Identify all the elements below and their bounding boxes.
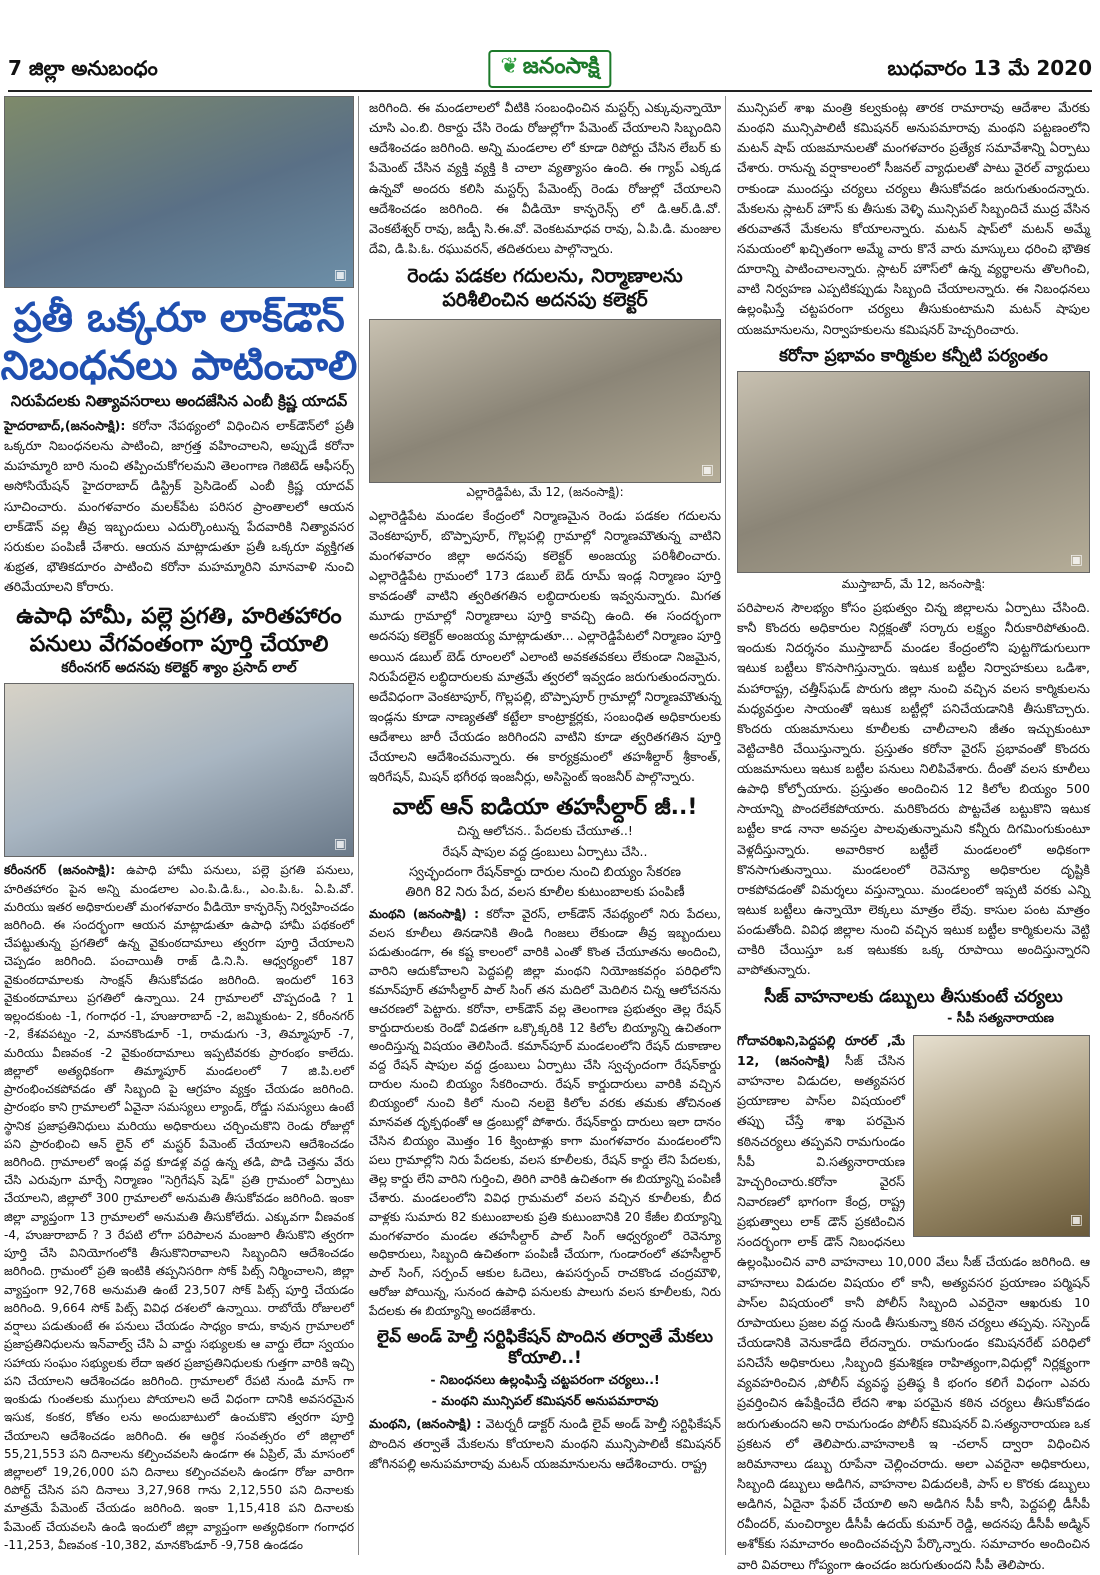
caption-brick-workers: ముస్తాబాద్, మే 12, జనంసాక్షి: (841, 576, 986, 591)
subhead-mutton-1: - నిబంధనలు ఉల్లంఘిస్తే చట్టపరంగా చర్యలు..! (430, 1371, 660, 1387)
masthead (8, 0, 1092, 92)
story-mutton-body (369, 1414, 721, 1474)
story-seized-text: సీజ్ చేసిన వాహనాల విడుదల, అత్యవసర ప్రయాణాల పాస్‌ల విషయంలో తప్పు చేస్తే శాఖ పరమైన కఠినచర్యలు తప్పవని రామగుండం సీపీ వి.సత్యనారాయణ హెచ్చరించారు.కరోనా వైరస్ నివారణలో భాగంగా కేంద్ర, రాష్ట్ర ప్రభుత్వాలు లాక్ డౌన్ ప్రకటించిన సందర్భంగా లాక్ డౌన్ నిబంధనలు ఉల్లంఘించిన వారి వాహనాలు 10,000 వేలు సీజ్ చేయడం జరిగింది. ఆ వాహనాలు విడుదల విషయం లో కానీ, అత్యవసర ప్రయాణం పర్మిషన్ పాస్‌ల విషయంలో కానీ పోలీస్ సిబ్బంది ఎవరైనా ఆఖరుకు 10 రూపాయలు ప్రజల వద్ద నుండి తీసుకున్నా కఠిన చర్యలు తప్పవు. సస్పెండ్ చేయడానికి వెనుకాడేది లేదన్నారు. రామగుండం కమిషనరేట్ పరిధిలో పనిచేసే అధికారులు ,సిబ్బంది క్రమశిక్షణ రాహిత్యంగా,విధుల్లో నిర్లక్ష్యంగా వ్యవహరించిన ,పోలీస్ వ్యవస్థ ప్రతిష్ఠ కి భంగం కలిగే విధంగా ఎవరు ప్రవర్తించిన ఉపేక్షించేది లేదని శాఖ పరమైన కఠిన చర్యలు తీసుకోవడం జరుగుతుందని అని రామగుండం పోలీస్ కమిషనర్ వి.సత్యనారాయణ ఒక ప్రకటన లో తెలిపారు.వాహనాలకి ఇ -చలాన్ ద్వారా విధించిన జరిమానాలు డబ్బు రూపేనా చెల్లించరాదు. అలా ఎవరైనా అధికారులు, సిబ్బంది డబ్బులు అడిగిన, వాహనాల విడుదలకి, పాస్ ల కొరకు డబ్బులు అడిగిన, ఏదైనా ఫేవర్ చేయాలి అని అడిగిన సీపీ కానీ, పెద్దపల్లి డీసీపీ రవీందర్, మంచిర్యాల డీసీపీ ఉదయ్ కుమార్ రెడ్డి, అదనపు డీసీపీ అడ్మిన్ అశోక్‌కు సమాచారం అందించవచ్చని పేర్కొన్నారు. సమాచారం అందించిన వారి వివరాలు గోప్యంగా ఉంచడం జరుగుతుందని సీపీ తెలిపారు. (737, 1053, 1090, 1572)
caption-double-bedroom: ఎల్లారెడ్డిపేట, మే 12, (జనంసాక్షి): (466, 484, 624, 499)
story-upadhi-text: ఉపాధి హామీ పనులు, పల్లె ప్రగతి పనులు, హరితహారం పైన అన్ని మండలాల ఎం.పి.డి.ఓ., ఎం.పి.ఓ. ఏ.పి.వో. మరియు ఇతర అధికారులతో మంగళవారం వీడియో కాన్ఫరెన్స్ నిర్వహించడం జరిగింది. ఈ సందర్భంగా ఆయన మాట్లాడుతూ ఉపాధి హామీ పథకంలో చేపట్టుతున్న ప్రగతిలో ఉన్న వైకుంఠదామాలు త్వరగా పూర్తి చేయాలని చెప్పడం జరిగింది. పంచాయితీ రాజ్ డి.ని.సి. ఆధ్వర్యంలో 187 వైకుంఠదామాలకు సాంక్షన్ తీసుకోవడం జరిగింది. ఇందులో 163 వైకుంఠదామాలు ప్రగతిలో ఉన్నాయి. 24 గ్రామాలలో చొప్పదండి ? 1 ఇల్లందకుంట -1, గంగాధర -1, హుజురాబాద్ -2, జమ్మికుంట- 2, కరీంనగర్ -2, కేశవపట్నం -2, మానకొండూర్ -1, రామడుగు -3, తిమ్మాపూర్ -7, మరియు వీణవంక -2 వైకుంఠదామాలు ఇప్పటివరకు ప్రారంభం కాలేదు. జిల్లాలో అత్యధికంగా తిమ్మాపూర్ మండలంలో 7 జి.పి.లలో ప్రారంభించకపోవడం తో సిబ్బంది పై ఆగ్రహం వ్యక్తం చేయడం జరిగింది. ప్రారంభం కాని గ్రామాలలో ఏవైనా సమస్యలు ల్యాండ్, రోడ్డు సమస్యలు ఉంటే స్థానిక ప్రజాప్రతినిధులు మరియు అధికారులు చర్చించుకొని రెండు రోజుల్లో పని ప్రారంభించి ఆన్ లైన్ లో మస్టర్ పేమెంట్ చేయాలని ఆదేశించడం జరిగింది. గ్రామాలలో ఇండ్ల వద్ద కూడళ్ల వద్ద ఉన్న తడి, పొడి చెత్తను వేరు చేసి ఎరువుగా మార్చే నిర్మాణం "సెగ్రిగేషన్ షెడ్" ప్రతి గ్రామంలో ఏర్పాటు చేయాలని, జిల్లాలో 300 గ్రామాలలో అనుమతి తీసుకోవడం జరిగింది. ఇంకా జిల్లా వ్యాప్తంగా 13 గ్రామాలలో అనుమతి తీసుకోలేదు. ఎక్కువగా వీణవంక -4, హుజురాబాద్ ? 3 రేపటి లోగా పరిపాలన మంజూరి తీసుకొని త్వరగా పూర్తి చేసి వినియోగంలోకి తీసుకొనిరావాలని సిబ్బందిని ఆదేశించడం జరిగింది. గ్రామంలో ప్రతి ఇంటికి తప్పనిసరిగా సోక్ పిట్స్ నిర్మించాలని, జిల్లా వ్యాప్తంగా 92,768 అనుమతి ఉంటే 23,507 సోక్ పిట్స్ పూర్తి చేయడం జరిగింది. 9,664 సోక్ పిట్స్ వివిధ దశలలో ఉన్నాయి. రాబోయే రోజులలో వర్షాలు పడుతుంటే ఈ పనులు చేయడం సాధ్యం కాదు, కావున గ్రామాలలో ప్రజాప్రతినిధులను ఇన్‌వాల్వ్ చేసి ఏ వార్డు సభ్యులకు ఆ వార్డు లేదా స్వయం సహాయ సంఘం సభ్యులకు లేదా ఇతర ప్రజాప్రతినిధులకు గుత్తగా వారికి ఇచ్చి పని చేయాలని ఆదేశించడం జరిగింది. గ్రామాలలో రేపటి నుండి మాస్ గా ఇంకుడు గుంతలకు ముగ్గులు పోయాలని అదే విధంగా దానికి అవసరమైన ఇసుక, కంకర, కోతం లను అందుబాటులో ఉంచుకొని త్వరగా పూర్తి చేయాలని ఆదేశించడం జరిగింది. ఈ ఆర్థిక సంవత్సరం లో జిల్లాలో 55,21,553 పని దినాలను కల్పించవలసి ఉండగా ఈ ఏప్రిల్, మే మాసంలో జిల్లాలలో 19,26,000 పని దినాలు కల్పించవలసి ఉండగా రోజు వారిగా రిపోర్ట్ చేసిన పని దినాలు 3,27,968 గాను 2,12,550 పని దినాలకు మాత్రమే పేమెంట్ చేయడం జరిగింది. ఇంకా 1,15,418 పని దినాలకు పేమెంట్ చేయవలసి ఉండి ఇందులో జిల్లా వ్యాప్తంగా అత్యధికంగా గంగాధర -11,253, వీణవంక -10,382, మానకొండూర్ -9,758 ఉండడం (4, 863, 354, 1552)
story-tahsildar-text: కరోనా వైరస్, లాక్‌డౌన్ నేపథ్యంలో నిరు పేదలు, వలస కూలీలు తినడానికి తిండి గింజలు లేకుండా తీవ్ర ఇబ్బందులు పడుతుండగా, ఈ కష్ట కాలంలో వారికి ఎంతో కొంత చేయూతను అందించి, వారిని ఆదుకోవాలని పెద్దపల్లి జిల్లా మంథని నియోజకవర్గం పరిధిలోని కమాన్‌పూర్ తహసీల్దార్ పాల్ సింగ్ తన మదిలో మెదిలిన చిన్న ఆలోచనను ఆచరణలో పెట్టారు. కరోనా, లాక్‌డౌన్ వల్ల తెలంగాణ ప్రభుత్వం తెల్ల రేషన్ కార్డుదారులకు రెండో విడతగా ఒక్కొక్కరికి 12 కిలోల బియ్యాన్ని ఉచితంగా అందిస్తున్న విషయం తెలిసిందే. కమాన్‌పూర్ మండలంలోని రేషన్ దుకాణాల వద్ద రేషన్ షాపుల వద్ద డ్రంబులు ఏర్పాటు చేసి స్వచ్ఛందంగా రేషన్‌కార్డు దారుల నుంచి బియ్యం సేకరించారు. రేషన్ కార్డుదారులు వారికి వచ్చిన బియ్యంలో నుంచి కిలో నుంచి నలబై కిలోల వరకు తమకు తోచినంత మానవత దృక్పథంతో ఆ డ్రంబుల్లో పోశారు. రేషన్‌కార్డు దారులు ఇలా దానం చేసిన బియ్యం మొత్తం 16 క్వింటాళ్లు కాగా మంగళవారం మండలంలోని పలు గ్రామాల్లోని నిరు పేదలకు, వలస కూలీలకు, రేషన్ కార్డు లేని పేదలకు, తెల్ల కార్డు లేని వారిని గుర్తించి, తిరిగి వారికి ఉచితంగా ఈ బియ్యాన్ని పంపిణీ చేశారు. మండలంలోని వివిధ గ్రామమలో వలస వచ్చిన కూలీలకు, బీద వాళ్లకు సుమారు 82 కుటుంబాలకు ప్రతి కుటుంబానికి 20 కేజీల బియ్యాన్ని మంగళవారం మండల తహసీల్దార్ పాల్ సింగ్ ఆధ్వర్యంలో రెవెన్యూ అధికారులు, సిబ్బంది ఉచితంగా పంపిణీ చేయగా, గుండారంలో తహసీల్దార్ పాల్ సింగ్, సర్పంచ్ ఆకుల ఓదెలు, ఉపసర్పంచ్ రాచకొండ చంద్రమౌళి, ఆరోజు పోయిన్న, సునంద ఉపాధి పనులకు పాలుగు వలస కూలీలకు, నిరు పేదలకు ఈ బియ్యాన్ని అందజేశారు. (369, 907, 721, 1319)
headline-seized-vehicles: సీజ్ వాహనాలకు డబ్బులు తీసుకుంటే చర్యలు (764, 986, 1063, 1007)
story-seized-dateline: గోదావరిఖని,పెద్దపల్లి రూరల్ ,మే 12, (జనంసాక్షి) (737, 1032, 905, 1068)
headline-brick-workers: కరోనా ప్రభావం కార్మికుల కన్నీటి పర్యంతం (779, 345, 1048, 366)
newspaper-logo (488, 50, 611, 88)
story-upadhi-dateline: కరీంనగర్ (జనంసాక్షి): (4, 863, 116, 878)
story-tahsildar-dateline: మంథని (జనంసాక్షి) : (369, 907, 480, 922)
subhead-lockdown: నిరుపేదలకు నిత్యావసరాలు అందజేసిన ఎంబీ క్రిష్ణ యాదవ్ (10, 392, 348, 410)
story-double-bedroom-body: ఎల్లారెడ్డిపేట మండల కేంద్రంలో నిర్మాణమైన రెండు పడకల గదులను వెంకటాపూర్, బొప్పాపూర్, గొల్లపల్లి గ్రామాల్లో నిర్మాణమౌతున్న వాటిని మంగళవారం జిల్లా అదనపు కలెక్టర్ అంజయ్య పరిశీలించారు. ఎల్లారెడ్డిపేట గ్రామంలో 173 డబుల్ బెడ్ రూమ్ ఇండ్ల నిర్మాణం పూర్తి కావడంతో వాటిని త్వరితగతిన లబ్ధిదారులకు ఇవ్వనున్నారు. మిగత మూడు గ్రామాల్లో నిర్మాణాలు పూర్తి కావచ్చి ఉంది. ఈ సందర్భంగా అదనపు కలెక్టర్ అంజయ్య మాట్లాడుతూ... ఎల్లారెడ్డిపేటలో నిర్మాణం పూర్తి అయిన డబుల్ బెడ్ రూంలలో ఎలాంటి అవకతవకలు లేకుండా నిజమైన, నిరుపేదలైన లబ్ధిదారులకు మాత్రమే త్వరలో ఇవ్వడం జరుగుతుందన్నారు. అదేవిధంగా వెంకటాపూర్, గొల్లపల్లి, బొప్పాపూర్ గ్రామాల్లో నిర్మాణమౌతున్న ఇండ్లను కూడా నాణ్యతతో కట్టేలా కాంట్రాక్టర్లకు, సంబంధిత అధికారులకు ఆదేశాలు జారీ చేయడం జరిగిందని వాటిని కూడా త్వరితగతిన పూర్తి చేయాలని ఆదేశించమన్నారు. ఈ కార్యక్రమంలో తహశీల్దార్ శ్రీకాంత్, ఇరిగేషన్, మిషన్ భగీరథ ఇంజనీర్లు, అసిస్టెంట్ ఇంజనీర్ పాల్గొన్నారు. (369, 507, 721, 785)
column-1 (0, 96, 359, 1555)
story-lockdown-body (4, 416, 354, 597)
photo-icon: ▣ (700, 461, 714, 478)
page-number: 7 జిల్లా అనుబంధం (8, 56, 158, 80)
byline-cp: - సీపీ సత్యనారాయణ (947, 1009, 1054, 1025)
photo-icon: ▣ (333, 267, 347, 283)
story-brick-workers-body: పరిపాలన సౌలభ్యం కోసం ప్రభుత్వం చిన్న జిల్లాలను ఏర్పాటు చేసింది. కానీ కొందరు అధికారుల నిర్లక్షంతో సర్కారు లక్ష్యం నీరుకారిపోతుంది. ఇందుకు నిదర్శనం ముస్తాబాద్ మండల కేంద్రంలోని పుట్టగొడుగులుగా ఇటుక బట్టీలు కొనసాగిస్తున్నారు. ఇటుక బట్టీల నిర్వాహకులు ఒడిశా, మహారాష్ట్ర, చత్తీస్‌ఘడ్ పొరుగు జిల్లా నుంచి వచ్చిన వలస కార్మికులను మధ్యవర్తుల సాయంతో ఇటుక బట్టీల్లో పనిచేయడానికి తీసుకొచ్చారు. కొందరు యజమానులు కూలీలకు చాలీచాలని జీతం ఇచ్చుకుంటూ వెట్టిచాకిరి చేయిస్తున్నారు. ప్రస్తుతం కరోనా వైరస్ ప్రభావంతో కొందరు యజమానులు ఇటుక బట్టీల పనులు నిలిపివేశారు. దీంతో వలస కూలీలు ఉపాధి కోల్పోయారు. ప్రస్తుతం అందించిన 12 కిలోల బియ్యం 500 సాయాన్ని పొందలేకపోయారు. మరికొందరు పొట్టచేత బట్టుకొని ఇటుక బట్టీల కాడ నానా అవస్తల పాలవుతున్నామని కన్నీరు దిగమింగుకుంటూ వెళ్లదీస్తున్నారు. అవారికార బట్టీలే మండలంలో అధికంగా కొనసాగుతున్నాయి. మండలంలో రెవెన్యూ అధికారుల దృష్టికి రాకపోవడంతో విమర్శలు వస్తున్నాయి. మండలంలో ఇప్పటి వరకు ఎన్ని ఇటుక బట్టీలు ఉన్నాయో లెక్కలు మాత్రం లేవు. కాసుల పంట మాత్రం పండుతోంది. వివిధ జిల్లాల నుంచి వచ్చిన ఇటుక బట్టీల కార్మికులను వెట్టి చాకిరి చేయిస్తూ ఒక ఇటుకకు ఒక్క రూపాయి అందిస్తున్నారని వాపోతున్నారు. (737, 599, 1090, 978)
headline-double-bedroom: రెండు పడకల గదులను, నిర్మాణాలను పరిశీలించిన అదనపు కలెక్టర్ (407, 265, 683, 311)
photo-brick-workers (737, 371, 1090, 573)
story-upadhi-continued: జరిగింది. ఈ మండలాలలో వీటికి సంబంధించిన మస్టర్స్ ఎక్కువున్నాయో చూసి ఎం.బి. రికార్డు చేసి రెండు రోజుల్లోగా పేమెంట్ చేయాలని సిబ్బందిని ఆదేశించడం జరిగింది. అన్ని మండలాల లో కూడా రిపోర్టు చేసిన లేబర్ కు పేమెంట్ చేసిన వ్యక్తి వ్యక్తి కి చాలా వ్యత్యాసం ఉంది. ఈ గ్యాప్ ఎక్కడ ఉన్నవో అందరు కలిసి మస్టర్స్ పేమెంట్స్ రెండు రోజుల్లో చేయాలని ఆదేశించడం జరిగింది. ఈ వీడియో కాన్ఫరెన్స్ లో డి.ఆర్.డి.వో. వెంకటేశ్వర్ రావు, జడ్పీ సి.ఈ.వో. వెంకటమాధవ రావు, ఏ.పి.డి. మంజుల దేవి, డి.పి.ఓ. రఘువరన్, తదితరులు పాల్గొన్నారు. (369, 100, 721, 256)
story-tahsildar-body (369, 905, 721, 1321)
photo-relief-distribution (4, 96, 354, 288)
subhead-upadhi: కరీంనగర్ అదనపు కలెక్టర్ శ్యాం ప్రసాద్ లాల్ (61, 660, 297, 677)
issue-date: బుధవారం 13 మే 2020 (887, 56, 1092, 80)
story-seized-vehicles-body (737, 1031, 1090, 1575)
story-mutton-continued: మున్సిపల్ శాఖ మంత్రి కల్వకుంట్ల తారక రామారావు ఆదేశాల మేరకు మంథని మున్సిపాలిటీ కమిషనర్ అనుపమారావు మంథని పట్టణంలోని మటన్ షాప్ యజమానులతో మంగళవారం ప్రత్యేక సమావేశాన్ని ఏర్పాటు చేశారు. రానున్న వర్షాకాలంలో సీజనల్ వ్యాధులతో పాటు వైరల్ వ్యాధులు రాకుండా ముందస్తు చర్యలు చర్యలు తీసుకోవడం జరుగుతుందన్నారు. మేకలను స్లాటర్ హౌస్ కు తీసుకు వెళ్ళి మున్సిపల్ సిబ్బందిచే ముద్ర వేసిన తరువాతనే మేకలను కోయాలన్నారు. మటన్ షాప్‌లో మటన్ అమ్మే సమయంలో ఖచ్చితంగా అమ్మే వారు కొనే వారు మాస్కులు ధరించి భౌతిక దూరాన్ని పాటించాలన్నారు. స్లాటర్ హౌస్‌లో ఉన్న వ్యర్థాలను తొలగించి, వాటి నిర్వహణ ఎప్పటికప్పుడు సిబ్బంది చేయాలన్నారు. ఈ నిబంధనలు ఉల్లంఘిస్తే చట్టపరంగా చర్యలు తీసుకుంటామని మటన్ షాపుల యజమానులను, నిర్వాహకులను కమిషనర్ హెచ్చరించారు. (737, 100, 1090, 337)
headline-mutton-certification: లైవ్ అండ్ హెల్తీ సర్టిఫికేషన్ పొందిన తర్వాతే మేకలు కోయాలి..! (376, 1327, 714, 1369)
logo-leaf-icon: ❦ (500, 54, 519, 79)
story-lockdown-dateline: హైదరాబాద్,(జనంసాక్షి): (4, 418, 126, 433)
story-upadhi-body (4, 861, 354, 1554)
subhead-tahsildar-3: స్వచ్ఛందంగా రేషన్‌కార్డు దారుల నుంచి బియ్యం సేకరణ (408, 865, 682, 881)
story-lockdown-text: కరోనా నేపథ్యంలో విధించిన లాక్‌డౌన్‌లో ప్రతీ ఒక్కరూ నిబంధనలను పాటించి, జాగ్రత్త వహించాలని, అప్పుడే కరోనా మహమ్మారి బారి నుంచి తప్పించుకోగలమని తెలంగాణ గెజిటెడ్ ఆఫీసర్స్ అసోసియేషన్ హైదరాబాద్ డిస్ట్రిక్ ప్రెసిడెంట్ ఎంబీ క్రిష్ణ యాదవ్ సూచించారు. మంగళవారం మలక్‌పేట పరిసర ప్రాంతాలలో ఆయన లాక్‌డౌన్ వల్ల తీవ్ర ఇబ్బందులు ఎదుర్కొంటున్న పేదవారికి నిత్యావసర సరుకుల పంపిణీ చేశారు. ఆయన మాట్లాడుతూ ప్రతీ ఒక్కరూ వ్యక్తిగత శుభ్రత, భౌతికదూరం పాటించి కరోనా మహమ్మారిని మానవాళి నుంచి తరిమేయాలని కోరారు. (4, 418, 354, 595)
subhead-tahsildar-2: రేషన్ షాపుల వద్ద డ్రంబులు ఏర్పాటు చేసి.. (442, 844, 648, 860)
story-mutton-dateline: మంథని, (జనంసాక్షి) : (369, 1415, 482, 1431)
photo-icon: ▣ (1069, 551, 1083, 568)
photo-police-commissioner (913, 1035, 1090, 1237)
logo-text: జనంసాక్షి (522, 54, 600, 79)
column-2 (365, 96, 726, 1555)
column-3 (733, 96, 1094, 1572)
subhead-tahsildar-4: తిరిగి 82 నిరు పేద, వలస కూలీల కుటుంబాలకు పంపిణీ (405, 885, 685, 901)
subhead-tahsildar-1: చిన్న ఆలోచన.. పేదలకు చేయూత..! (457, 823, 633, 839)
photo-icon: ▣ (1069, 1212, 1083, 1229)
headline-tahsildar-idea: వాట్ ఆన్ ఐడియా తహసీల్దార్ జీ..! (392, 794, 698, 820)
photo-video-conference (4, 683, 354, 857)
photo-collector-inspection (369, 319, 721, 483)
photo-icon: ▣ (333, 836, 347, 853)
headline-upadhi: ఉపాధి హామీ, పల్లె ప్రగతి, హరితహారం పనులు వేగవంతంగా పూర్తి చేయాలి (16, 604, 342, 657)
subhead-mutton-2: - మంథని మున్సిపల్ కమిషనర్ అనుపమారావు (431, 1392, 659, 1408)
story-mutton-text: వెటర్నరీ డాక్టర్ నుండి లైవ్ అండ్ హెల్తీ సర్టిఫికేషన్ పొందిన తర్వాతే మేకలను కోయాలని మంథని మున్సిపాలిటీ కమిషనర్ జోగినపల్లి అనుపమారావు మటన్ యజమానులను ఆదేశించారు. రాష్ట్ర (369, 1415, 721, 1471)
headline-lockdown: ప్రతీ ఒక్కరూ లాక్‌డౌన్ నిబంధనలు పాటించాలి (0, 295, 358, 389)
